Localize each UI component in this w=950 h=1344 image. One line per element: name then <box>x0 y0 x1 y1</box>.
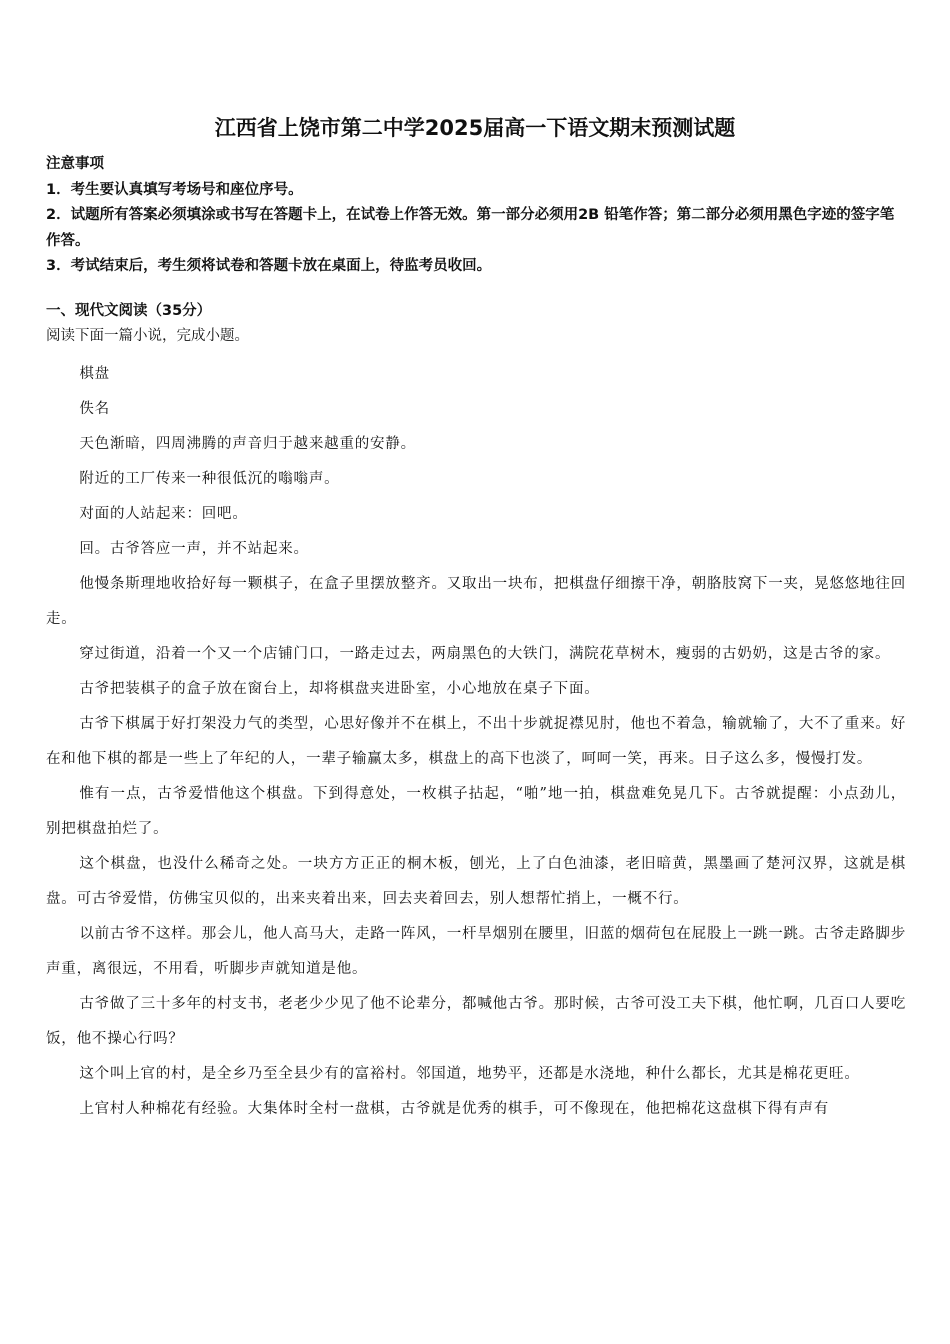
story-paragraph: 天色渐暗，四周沸腾的声音归于越来越重的安静。 <box>79 436 416 452</box>
story-paragraph: 古爷下棋属于好打架没力气的类型，心思好像并不在棋上，不出十步就捉襟见肘，他也不着急，输就输了，大不了重来。好在和他下棋的都是一些上了年纪的人，一辈子输赢太多，棋盘上的高下也淡了，呵呵一笑，再来。日子这么多，慢慢打发。 <box>46 716 906 767</box>
story-author: 佚名 <box>79 401 110 417</box>
story-paragraph: 回。古爷答应一声，并不站起来。 <box>79 541 309 557</box>
section-heading: 一、现代文阅读（35分） <box>46 303 212 319</box>
story-paragraph: 惟有一点，古爷爱惜他这个棋盘。下到得意处，一枚棋子拈起，“啪”地一拍，棋盘难免晃几下。古爷就提醒：小点劲儿，别把棋盘拍烂了。 <box>46 786 906 837</box>
story-paragraph: 古爷做了三十多年的村支书，老老少少见了他不论辈分，都喊他古爷。那时候，古爷可没工夫下棋，他忙啊，几百口人要吃饭，他不操心行吗？ <box>46 996 906 1047</box>
story-body <box>46 357 906 1127</box>
story-paragraph: 上官村人种棉花有经验。大集体时全村一盘棋，古爷就是优秀的棋手，可不像现在，他把棉花这盘棋下得有声有 <box>79 1101 830 1117</box>
story-paragraph: 对面的人站起来：回吧。 <box>79 506 248 522</box>
story-paragraph: 穿过街道，沿着一个又一个店铺门口，一路走过去，两扇黑色的大铁门，满院花草树木，瘦弱的古奶奶，这是古爷的家。 <box>79 646 891 662</box>
notice-heading: 注意事项 <box>46 156 104 172</box>
story-paragraph: 附近的工厂传来一种很低沉的嗡嗡声。 <box>79 471 340 487</box>
story-paragraph: 古爷把装棋子的盒子放在窗台上，却将棋盘夹进卧室，小心地放在桌子下面。 <box>79 681 600 697</box>
notice-item: 2．试题所有答案必须填涂或书写在答题卡上，在试卷上作答无效。第一部分必须用2B 铅笔作答；第二部分必须用黑色字迹的签字笔作答。 <box>46 207 895 249</box>
exam-title: 江西省上饶市第二中学2025届高一下语文期末预测试题 <box>214 116 736 140</box>
story-paragraph: 以前古爷不这样。那会儿，他人高马大，走路一阵风，一杆旱烟别在腰里，旧蓝的烟荷包在屁股上一跳一跳。古爷走路脚步声重，离很远，不用看，听脚步声就知道是他。 <box>46 926 906 977</box>
story-paragraph: 这个叫上官的村，是全乡乃至全县少有的富裕村。邻国道，地势平，还都是水浇地，种什么都长，尤其是棉花更旺。 <box>79 1066 860 1082</box>
story-title: 棋盘 <box>79 366 110 382</box>
notice-item: 3．考试结束后，考生须将试卷和答题卡放在桌面上，待监考员收回。 <box>46 258 492 274</box>
notice-block <box>46 152 906 280</box>
section-instruction: 阅读下面一篇小说，完成小题。 <box>46 328 249 344</box>
story-paragraph: 他慢条斯理地收拾好每一颗棋子，在盒子里摆放整齐。又取出一块布，把棋盘仔细擦干净，朝胳肢窝下一夹，晃悠悠地往回走。 <box>46 576 906 627</box>
notice-item: 1．考生要认真填写考场号和座位序号。 <box>46 181 303 198</box>
story-paragraph: 这个棋盘，也没什么稀奇之处。一块方方正正的桐木板，刨光，上了白色油漆，老旧暗黄，黑墨画了楚河汉界，这就是棋盘。可古爷爱惜，仿佛宝贝似的，出来夹着出来，回去夹着回去，别人想帮忙捎上，一概不行。 <box>46 856 906 907</box>
